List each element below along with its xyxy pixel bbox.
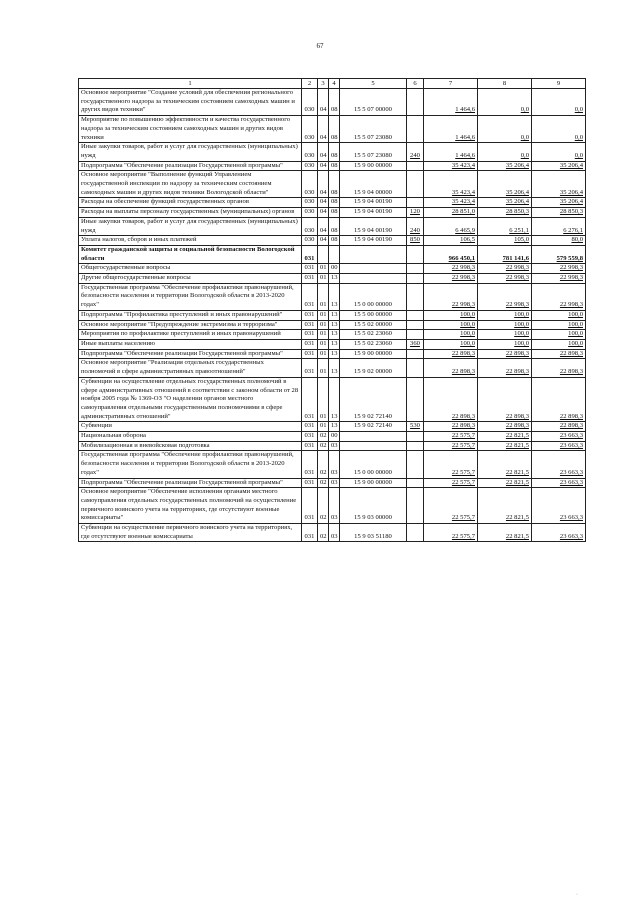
row-v3-cell: 28 850,3 [532, 208, 586, 218]
row-rz-cell: 04 [318, 89, 329, 116]
row-grbs-cell: 030 [302, 116, 318, 143]
row-vr-cell [407, 274, 424, 284]
table-row [79, 283, 586, 310]
row-v2-cell: 22 821,5 [478, 432, 532, 442]
row-v3-cell: 22 998,3 [532, 274, 586, 284]
row-name-cell: Государственная программа "Обеспечение профилактики правонарушений, безопасности населения и территории Вологодской области в 2013-2020 годах" [79, 451, 302, 478]
row-v3-cell: 100,0 [532, 320, 586, 330]
row-csr-cell: 15 5 02 23060 [340, 339, 407, 349]
row-csr-cell: 15 9 02 00000 [340, 359, 407, 377]
row-pr-cell: 13 [329, 422, 340, 432]
row-pr-cell: 13 [329, 349, 340, 359]
row-grbs-cell: 030 [302, 208, 318, 218]
row-grbs-cell: 031 [302, 488, 318, 524]
row-grbs-cell: 031 [302, 320, 318, 330]
row-pr-cell: 13 [329, 310, 340, 320]
row-csr-cell: 15 5 02 00000 [340, 320, 407, 330]
row-vr-cell [407, 524, 424, 542]
row-vr-cell [407, 432, 424, 442]
header-cell: 5 [340, 79, 407, 89]
row-name-cell: Расходы на выплаты персоналу государственных (муниципальных) органов [79, 208, 302, 218]
row-v2-cell: 35 206,4 [478, 171, 532, 198]
row-v2-cell: 22 821,5 [478, 524, 532, 542]
row-v3-cell: 100,0 [532, 339, 586, 349]
row-v1-cell: 22 998,3 [424, 264, 478, 274]
row-csr-cell: 15 5 07 23080 [340, 116, 407, 143]
row-grbs-cell: 031 [302, 274, 318, 284]
row-rz-cell [318, 245, 329, 263]
row-name-cell: Субвенции на осуществление первичного воинского учета на территориях, где отсутствуют военные комиссариаты [79, 524, 302, 542]
row-v3-cell: 22 998,3 [532, 264, 586, 274]
row-v2-cell: 22 821,5 [478, 441, 532, 451]
table-row [79, 143, 586, 161]
row-v3-cell: 100,0 [532, 330, 586, 340]
row-v3-cell: 23 663,3 [532, 488, 586, 524]
row-pr-cell: 03 [329, 451, 340, 478]
row-v1-cell: 22 575,7 [424, 524, 478, 542]
table-row [79, 264, 586, 274]
row-name-cell: Подпрограмма "Профилактика преступлений и иных правонарушений" [79, 310, 302, 320]
row-name-cell: Комитет гражданской защиты и социальной безопасности Вологодской области [79, 245, 302, 263]
row-v1-cell: 1 464,6 [424, 89, 478, 116]
row-name-cell: Мероприятия по профилактике преступлений и иных правонарушений [79, 330, 302, 340]
row-grbs-cell: 030 [302, 89, 318, 116]
row-pr-cell: 03 [329, 488, 340, 524]
table-row [79, 198, 586, 208]
row-grbs-cell: 031 [302, 245, 318, 263]
row-v2-cell: 0,0 [478, 89, 532, 116]
row-v1-cell: 35 423,4 [424, 171, 478, 198]
row-rz-cell: 02 [318, 524, 329, 542]
row-pr-cell: 13 [329, 283, 340, 310]
row-csr-cell [340, 245, 407, 263]
row-v1-cell: 28 851,0 [424, 208, 478, 218]
table-row [79, 320, 586, 330]
row-csr-cell [340, 432, 407, 442]
row-v1-cell: 22 898,3 [424, 359, 478, 377]
row-vr-cell [407, 441, 424, 451]
row-v1-cell: 6 465,9 [424, 217, 478, 235]
row-v1-cell: 966 450,1 [424, 245, 478, 263]
row-grbs-cell: 030 [302, 161, 318, 171]
row-csr-cell [340, 274, 407, 284]
row-pr-cell: 08 [329, 116, 340, 143]
row-pr-cell: 08 [329, 143, 340, 161]
row-csr-cell: 15 9 03 00000 [340, 488, 407, 524]
row-grbs-cell: 030 [302, 171, 318, 198]
row-vr-cell: 240 [407, 143, 424, 161]
row-grbs-cell: 031 [302, 283, 318, 310]
row-pr-cell: 13 [329, 274, 340, 284]
table-header-row [79, 79, 586, 89]
row-v1-cell: 22 575,7 [424, 441, 478, 451]
row-v3-cell: 579 559,8 [532, 245, 586, 263]
row-pr-cell: 13 [329, 359, 340, 377]
row-v1-cell: 35 423,4 [424, 198, 478, 208]
header-cell: 9 [532, 79, 586, 89]
row-vr-cell [407, 171, 424, 198]
table-row [79, 349, 586, 359]
row-v2-cell: 781 141,6 [478, 245, 532, 263]
table-row [79, 432, 586, 442]
row-csr-cell [340, 441, 407, 451]
table-body [79, 89, 586, 542]
row-v2-cell: 100,0 [478, 310, 532, 320]
row-v1-cell: 1 464,6 [424, 116, 478, 143]
row-v1-cell: 106,5 [424, 236, 478, 246]
table-row [79, 441, 586, 451]
row-pr-cell: 00 [329, 432, 340, 442]
row-name-cell: Подпрограмма "Обеспечение реализации Государственной программы" [79, 161, 302, 171]
row-csr-cell: 15 9 02 72140 [340, 422, 407, 432]
table-row [79, 236, 586, 246]
row-pr-cell: 03 [329, 441, 340, 451]
row-vr-cell: 850 [407, 236, 424, 246]
row-csr-cell: 15 9 04 00000 [340, 171, 407, 198]
row-v2-cell: 22 898,3 [478, 349, 532, 359]
row-vr-cell [407, 198, 424, 208]
row-rz-cell: 04 [318, 116, 329, 143]
header-cell: 8 [478, 79, 532, 89]
row-v2-cell: 22 998,3 [478, 264, 532, 274]
row-csr-cell: 15 0 00 00000 [340, 451, 407, 478]
row-vr-cell [407, 161, 424, 171]
table-row [79, 171, 586, 198]
row-rz-cell: 01 [318, 264, 329, 274]
row-csr-cell: 15 9 00 00000 [340, 161, 407, 171]
row-v3-cell: 23 663,3 [532, 451, 586, 478]
row-grbs-cell: 031 [302, 330, 318, 340]
row-csr-cell [340, 264, 407, 274]
table-row [79, 451, 586, 478]
row-v3-cell: 23 663,3 [532, 441, 586, 451]
row-name-cell: Иные закупки товаров, работ и услуг для государственных (муниципальных) нужд [79, 217, 302, 235]
table-row [79, 422, 586, 432]
row-pr-cell: 03 [329, 478, 340, 488]
row-vr-cell [407, 488, 424, 524]
row-v3-cell: 22 898,3 [532, 377, 586, 422]
row-vr-cell [407, 116, 424, 143]
row-pr-cell: 03 [329, 524, 340, 542]
row-csr-cell: 15 5 07 23080 [340, 143, 407, 161]
row-vr-cell [407, 359, 424, 377]
row-v3-cell: 22 898,3 [532, 359, 586, 377]
row-name-cell: Основное мероприятие "Обеспечение исполнения органами местного самоуправления отдельных государственных полномочий на осуществление первичного воинского учета на территориях, где отсутствуют военные комиссариаты" [79, 488, 302, 524]
row-grbs-cell: 031 [302, 422, 318, 432]
row-vr-cell: 360 [407, 339, 424, 349]
row-csr-cell: 15 0 00 00000 [340, 283, 407, 310]
row-grbs-cell: 031 [302, 349, 318, 359]
row-name-cell: Расходы на обеспечение функций государственных органов [79, 198, 302, 208]
row-name-cell: Общегосударственные вопросы [79, 264, 302, 274]
row-csr-cell: 15 5 02 23060 [340, 330, 407, 340]
row-name-cell: Основное мероприятие "Выполнение функций Управлением государственной инспекции по надзору за техническим состоянием самоходных машин и других видов техники Вологодской области" [79, 171, 302, 198]
header-cell: 6 [407, 79, 424, 89]
row-csr-cell: 15 9 04 00190 [340, 208, 407, 218]
row-grbs-cell: 030 [302, 217, 318, 235]
row-v3-cell: 0,0 [532, 143, 586, 161]
table-row [79, 377, 586, 422]
row-v1-cell: 22 575,7 [424, 451, 478, 478]
row-v2-cell: 35 206,4 [478, 198, 532, 208]
row-name-cell: Подпрограмма "Обеспечение реализации Государственной программы" [79, 349, 302, 359]
row-v1-cell: 22 998,3 [424, 283, 478, 310]
row-v3-cell: 100,0 [532, 310, 586, 320]
row-name-cell: Субвенции на осуществление отдельных государственных полномочий в сфере административных отношений в соответствии с законом области от 28 ноября 2005 года № 1369-ОЗ "О наделении органов местного самоуправления отдельными государственными полномочиями в сфере административных отношений" [79, 377, 302, 422]
row-v2-cell: 22 898,3 [478, 377, 532, 422]
row-vr-cell [407, 264, 424, 274]
row-rz-cell: 01 [318, 310, 329, 320]
row-csr-cell: 15 5 07 00000 [340, 89, 407, 116]
page-number: 67 [316, 42, 324, 50]
row-v3-cell: 35 206,4 [532, 161, 586, 171]
row-v1-cell: 35 423,4 [424, 161, 478, 171]
row-csr-cell: 15 9 00 00000 [340, 478, 407, 488]
margin-mark: · [576, 892, 578, 898]
table-row [79, 359, 586, 377]
row-pr-cell: 13 [329, 377, 340, 422]
row-grbs-cell: 030 [302, 143, 318, 161]
row-rz-cell: 02 [318, 432, 329, 442]
row-rz-cell: 01 [318, 377, 329, 422]
row-v2-cell: 22 821,5 [478, 451, 532, 478]
header-cell: 1 [79, 79, 302, 89]
row-v2-cell: 22 898,3 [478, 422, 532, 432]
row-v1-cell: 22 575,7 [424, 488, 478, 524]
row-vr-cell [407, 478, 424, 488]
row-vr-cell [407, 245, 424, 263]
row-grbs-cell: 031 [302, 377, 318, 422]
row-csr-cell: 15 5 00 00000 [340, 310, 407, 320]
row-name-cell: Основное мероприятие "Предупреждение экстремизма и терроризма" [79, 320, 302, 330]
table-row [79, 524, 586, 542]
row-v1-cell: 100,0 [424, 339, 478, 349]
row-v2-cell: 22 821,5 [478, 488, 532, 524]
row-v1-cell: 100,0 [424, 330, 478, 340]
row-name-cell: Иные выплаты населению [79, 339, 302, 349]
row-v2-cell: 105,0 [478, 236, 532, 246]
row-pr-cell: 13 [329, 320, 340, 330]
table-row [79, 217, 586, 235]
table-row [79, 274, 586, 284]
row-grbs-cell: 030 [302, 236, 318, 246]
row-vr-cell [407, 377, 424, 422]
row-v1-cell: 1 464,6 [424, 143, 478, 161]
row-rz-cell: 04 [318, 217, 329, 235]
row-rz-cell: 01 [318, 339, 329, 349]
row-vr-cell [407, 310, 424, 320]
row-rz-cell: 04 [318, 208, 329, 218]
row-grbs-cell: 031 [302, 478, 318, 488]
row-pr-cell: 08 [329, 89, 340, 116]
row-rz-cell: 02 [318, 451, 329, 478]
row-grbs-cell: 031 [302, 264, 318, 274]
row-v1-cell: 22 898,3 [424, 422, 478, 432]
row-v1-cell: 100,0 [424, 320, 478, 330]
row-grbs-cell: 031 [302, 310, 318, 320]
table-row [79, 208, 586, 218]
row-pr-cell: 08 [329, 161, 340, 171]
row-name-cell: Субвенции [79, 422, 302, 432]
row-v3-cell: 6 276,1 [532, 217, 586, 235]
row-csr-cell: 15 9 02 72140 [340, 377, 407, 422]
row-name-cell: Уплата налогов, сборов и иных платежей [79, 236, 302, 246]
row-vr-cell [407, 349, 424, 359]
row-vr-cell: 530 [407, 422, 424, 432]
header-cell: 7 [424, 79, 478, 89]
row-name-cell: Другие общегосударственные вопросы [79, 274, 302, 284]
row-vr-cell [407, 330, 424, 340]
row-pr-cell: 08 [329, 236, 340, 246]
header-cell: 2 [302, 79, 318, 89]
row-v2-cell: 28 850,3 [478, 208, 532, 218]
row-rz-cell: 04 [318, 161, 329, 171]
table-row [79, 488, 586, 524]
row-pr-cell [329, 245, 340, 263]
row-pr-cell: 08 [329, 198, 340, 208]
row-v2-cell: 6 251,1 [478, 217, 532, 235]
row-vr-cell: 120 [407, 208, 424, 218]
row-rz-cell: 02 [318, 478, 329, 488]
row-rz-cell: 01 [318, 330, 329, 340]
row-v3-cell: 22 898,3 [532, 422, 586, 432]
row-rz-cell: 04 [318, 236, 329, 246]
table-row [79, 339, 586, 349]
row-v2-cell: 100,0 [478, 320, 532, 330]
row-v2-cell: 22 898,3 [478, 359, 532, 377]
table-row [79, 330, 586, 340]
row-name-cell: Подпрограмма "Обеспечение реализации Государственной программы" [79, 478, 302, 488]
table-row [79, 310, 586, 320]
table-row [79, 245, 586, 263]
row-v3-cell: 23 663,3 [532, 478, 586, 488]
row-rz-cell: 01 [318, 320, 329, 330]
row-name-cell: Основное мероприятие "Создание условий для обеспечения регионального государственного надзора за техническим состоянием самоходных машин и других видов техники" [79, 89, 302, 116]
row-pr-cell: 00 [329, 264, 340, 274]
row-pr-cell: 13 [329, 330, 340, 340]
header-cell: 4 [329, 79, 340, 89]
row-vr-cell: 240 [407, 217, 424, 235]
row-name-cell: Национальная оборона [79, 432, 302, 442]
row-v2-cell: 22 998,3 [478, 283, 532, 310]
row-v2-cell: 22 821,5 [478, 478, 532, 488]
row-rz-cell: 02 [318, 488, 329, 524]
row-pr-cell: 13 [329, 339, 340, 349]
row-v3-cell: 0,0 [532, 89, 586, 116]
row-v2-cell: 100,0 [478, 339, 532, 349]
row-grbs-cell: 031 [302, 339, 318, 349]
row-v3-cell: 22 898,3 [532, 349, 586, 359]
row-pr-cell: 08 [329, 217, 340, 235]
row-v2-cell: 0,0 [478, 143, 532, 161]
row-grbs-cell: 031 [302, 451, 318, 478]
table-row [79, 161, 586, 171]
row-v1-cell: 100,0 [424, 310, 478, 320]
row-grbs-cell: 031 [302, 359, 318, 377]
row-v3-cell: 22 998,3 [532, 283, 586, 310]
row-rz-cell: 04 [318, 171, 329, 198]
row-v3-cell: 80,0 [532, 236, 586, 246]
row-v3-cell: 23 663,3 [532, 432, 586, 442]
table-row [79, 116, 586, 143]
row-v1-cell: 22 575,7 [424, 478, 478, 488]
row-vr-cell [407, 320, 424, 330]
row-rz-cell: 04 [318, 143, 329, 161]
row-grbs-cell: 031 [302, 432, 318, 442]
row-vr-cell [407, 451, 424, 478]
row-pr-cell: 08 [329, 208, 340, 218]
row-v1-cell: 22 998,3 [424, 274, 478, 284]
row-v3-cell: 35 206,4 [532, 198, 586, 208]
row-grbs-cell: 030 [302, 198, 318, 208]
row-rz-cell: 01 [318, 283, 329, 310]
row-v3-cell: 0,0 [532, 116, 586, 143]
row-v2-cell: 100,0 [478, 330, 532, 340]
row-name-cell: Иные закупки товаров, работ и услуг для государственных (муниципальных) нужд [79, 143, 302, 161]
row-csr-cell: 15 9 03 51180 [340, 524, 407, 542]
row-name-cell: Государственная программа "Обеспечение профилактики правонарушений, безопасности населения и территории Вологодской области в 2013-2020 годах" [79, 283, 302, 310]
row-name-cell: Основное мероприятие "Реализация отдельных государственных полномочий в сфере административных правоотношений" [79, 359, 302, 377]
row-pr-cell: 08 [329, 171, 340, 198]
row-rz-cell: 01 [318, 349, 329, 359]
row-rz-cell: 04 [318, 198, 329, 208]
row-csr-cell: 15 9 04 00190 [340, 198, 407, 208]
row-rz-cell: 02 [318, 441, 329, 451]
row-vr-cell [407, 89, 424, 116]
row-v3-cell: 35 206,4 [532, 171, 586, 198]
row-vr-cell [407, 283, 424, 310]
row-v3-cell: 23 663,3 [532, 524, 586, 542]
row-v1-cell: 22 898,3 [424, 349, 478, 359]
header-cell: 3 [318, 79, 329, 89]
row-name-cell: Мероприятие по повышению эффективности и качества государственного надзора за техническим состоянием самоходных машин и других видов техники [79, 116, 302, 143]
table-row [79, 89, 586, 116]
row-v2-cell: 22 998,3 [478, 274, 532, 284]
budget-table [78, 78, 586, 542]
row-rz-cell: 01 [318, 422, 329, 432]
row-v2-cell: 0,0 [478, 116, 532, 143]
row-v1-cell: 22 898,3 [424, 377, 478, 422]
row-rz-cell: 01 [318, 359, 329, 377]
row-v1-cell: 22 575,7 [424, 432, 478, 442]
row-csr-cell: 15 9 00 00000 [340, 349, 407, 359]
row-csr-cell: 15 9 04 00190 [340, 236, 407, 246]
row-grbs-cell: 031 [302, 441, 318, 451]
row-v2-cell: 35 206,4 [478, 161, 532, 171]
row-rz-cell: 01 [318, 274, 329, 284]
row-name-cell: Мобилизационная и вневойсковая подготовка [79, 441, 302, 451]
table-row [79, 478, 586, 488]
row-grbs-cell: 031 [302, 524, 318, 542]
row-csr-cell: 15 9 04 00190 [340, 217, 407, 235]
